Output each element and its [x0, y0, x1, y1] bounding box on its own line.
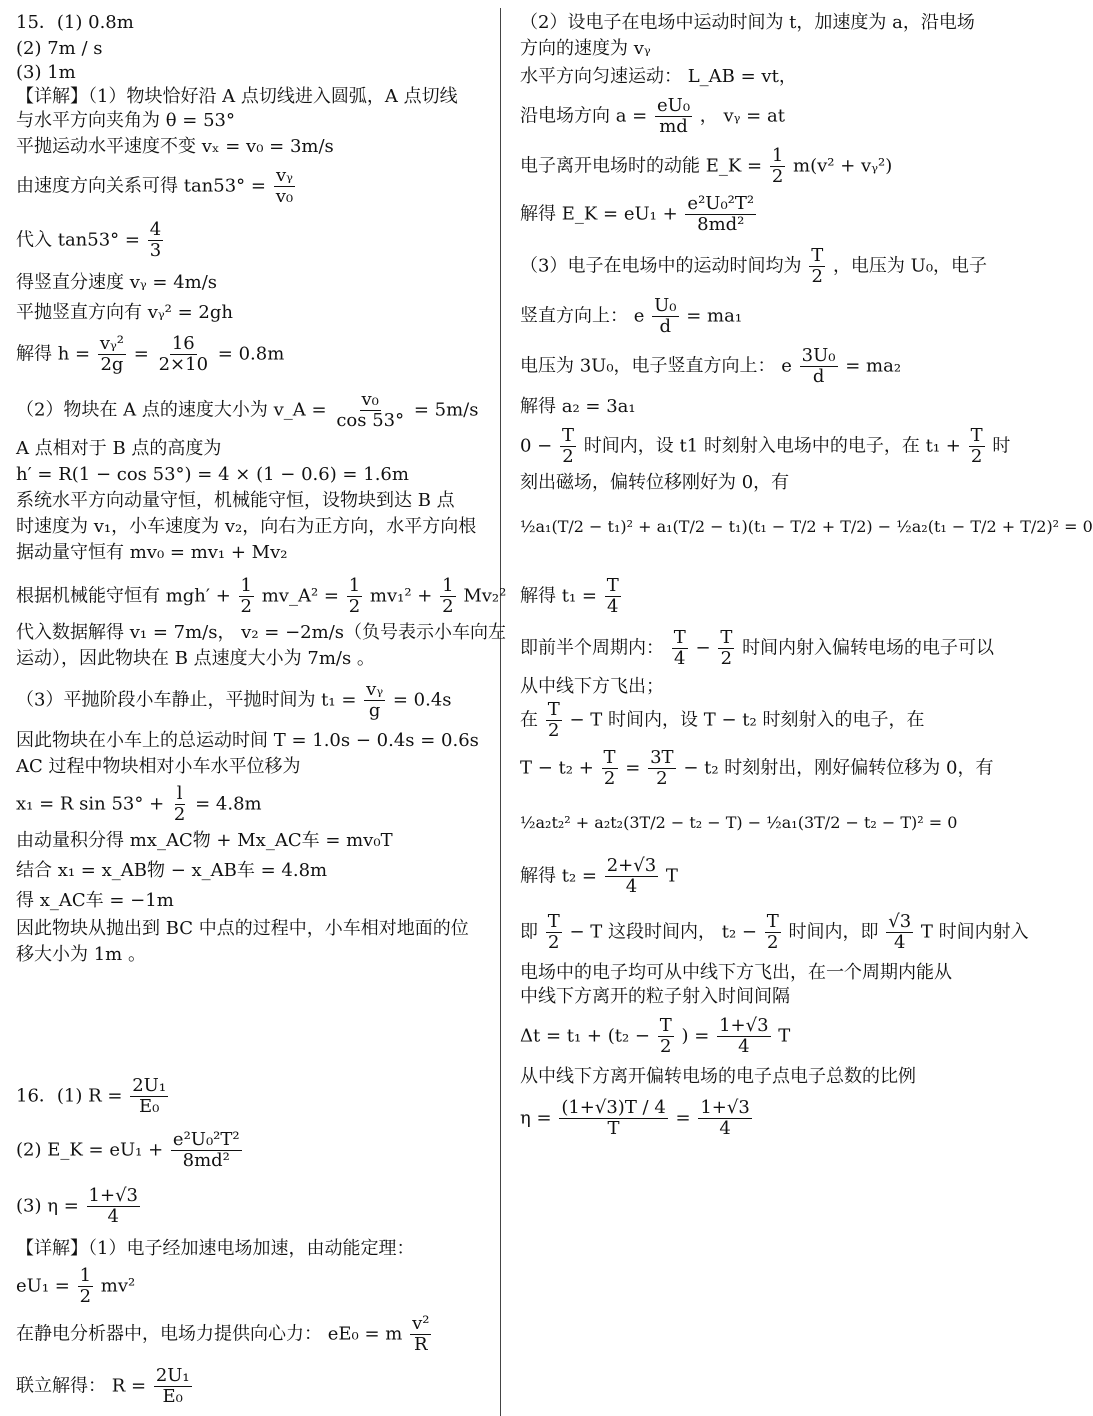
r-interval-1: 0 − $\frac{T}{2}$ 时间内，设 t1 时刻射入电场中的电子，在 t₁ + $\frac{T}{2}$ 时: [520, 425, 1011, 467]
r-line: 从中线下方飞出；: [520, 676, 664, 697]
r-exit-time: T − t₂ + $\frac{T}{2}$ = $\frac{3T}{2}$ − t₂ 时刻射出，刚好偏转位移为 0，有: [520, 747, 994, 789]
q15-line: 由动量积分得 mx_AC物 + Mx_AC车 = mv₀T: [16, 830, 393, 851]
r-line: 方向的速度为 vᵧ: [520, 38, 651, 59]
r-line: 中线下方离开的粒子射入时间间隔: [520, 986, 790, 1007]
q15-solve-h: 解得 h = $\frac{\text{vᵧ²}}{2g}$ = $\frac{16}{2\times 10}$ = 0.8m: [16, 333, 285, 375]
r-equation-2: ½a₂t₂² + a₂t₂(3T/2 − t₂ − T) − ½a₁(3T/2 − t₂ − T)² = 0: [520, 813, 958, 832]
r-line: 电场中的电子均可从中线下方飞出，在一个周期内能从: [520, 962, 952, 983]
q15-line: 平抛运动水平速度不变 vₓ = v₀ = 3m/s: [16, 136, 334, 157]
r-t1: 解得 t₁ = $\frac{T}{4}$: [520, 575, 619, 617]
q15-t1: （3）平抛阶段小车静止，平抛时间为 t₁ = $\frac{\text{vᵧ}}{g}$ = 0.4s: [16, 679, 452, 721]
q16-answer-3: (3) η = $\frac{1+√3}{4}$: [16, 1185, 139, 1227]
r-part3: （3）电子在电场中的运动时间均为 $\frac{T}{2}$ ，电压为 U₀，电子: [520, 245, 988, 287]
q16-solve-r: 联立解得： R = $\frac{\text{2U₁}}{\text{E₀}}$: [16, 1365, 190, 1407]
q16-heading: 16．(1) R = $\frac{\text{2U₁}}{\text{E₀}}$: [16, 1075, 167, 1117]
q15-line: 系统水平方向动量守恒，机械能守恒，设物块到达 B 点: [16, 490, 455, 511]
q15-detail-1: 【详解】（1）物块恰好沿 A 点切线进入圆弧，A 点切线: [16, 86, 458, 107]
q15-line: 结合 x₁ = x_AB物 − x_AB车 = 4.8m: [16, 860, 328, 881]
q15-va: （2）物块在 A 点的速度大小为 v_A = $\frac{\text{v₀}}{\cos 53^\circ}$ = 5m/s: [16, 389, 479, 431]
r-t2: 解得 t₂ = $\frac{2+√3}{4}$ T: [520, 855, 678, 897]
r-solve-ek: 解得 E_K = eU₁ + $\frac{\text{e²U₀²T²}}{\text{8md²}}$: [520, 193, 755, 235]
r-line: 水平方向匀速运动： L_AB = vt，: [520, 66, 797, 87]
q15-energy: 根据机械能守恒有 mgh′ + $\frac{1}{2}$ mv_A² = $\frac{1}{2}$ mv₁² + $\frac{1}{2}$ Mv₂²: [16, 575, 507, 617]
r-line: 刻出磁场，偏转位移刚好为 0，有: [520, 472, 790, 493]
q16-force: 在静电分析器中，电场力提供向心力： eE₀ = m $\frac{\text{v²}}{R}$: [16, 1313, 430, 1355]
q15-x1: x₁ = R sin 53° + $\frac{l}{2}$ = 4.8m: [16, 783, 262, 825]
q15-line: 运动），因此物块在 B 点速度大小为 7m/s 。: [16, 648, 375, 669]
q15-line: A 点相对于 B 点的高度为: [16, 438, 222, 459]
r-line: 从中线下方离开偏转电场的电子点电子总数的比例: [520, 1066, 916, 1087]
r-eta: η = $\frac{(1+√3)T / 4}{T}$ = $\frac{1+√3}{4}$: [520, 1097, 750, 1139]
q15-line: 代入数据解得 v₁ = 7m/s， v₂ = −2m/s（负号表示小车向左: [16, 622, 506, 643]
r-a1: 竖直方向上： e $\frac{\text{U₀}}{d}$ = ma₁: [520, 295, 743, 337]
column-divider: [500, 8, 501, 1416]
q15-line: h′ = R(1 − cos 53°) = 4 × (1 − 0.6) = 1.6m: [16, 464, 409, 485]
q16-energy: eU₁ = $\frac{1}{2}$ mv²: [16, 1265, 136, 1307]
q15-line: 因此物块从抛出到 BC 中点的过程中，小车相对地面的位: [16, 918, 469, 939]
q16-answer-2: (2) E_K = eU₁ + $\frac{\text{e²U₀²T²}}{\text{8md²}}$: [16, 1129, 240, 1171]
r-a2: 电压为 3U₀，电子竖直方向上： e $\frac{\text{3U₀}}{d}$ = ma₂: [520, 345, 902, 387]
r-ek: 电子离开电场时的动能 E_K = $\frac{1}{2}$ m(v² + vᵧ²): [520, 145, 893, 187]
q15-line: 得竖直分速度 vᵧ = 4m/s: [16, 272, 218, 293]
q15-tan-relation: 由速度方向关系可得 tan53° = $\frac{\text{vᵧ}}{\text{v₀}}$: [16, 165, 294, 207]
q15-line: 与水平方向夹角为 θ = 53°: [16, 110, 235, 131]
q15-line: AC 过程中物块相对小车水平位移为: [16, 756, 301, 777]
q15-tan-value: 代入 tan53° = $\frac{4}{3}$: [16, 219, 162, 261]
q15-line: 据动量守恒有 mv₀ = mv₁ + Mv₂: [16, 542, 288, 563]
q15-heading: 15．(1) 0.8m: [16, 12, 134, 33]
r-first-half: 即前半个周期内： $\frac{T}{4}$ − $\frac{T}{2}$ 时间内射入偏转电场的电子可以: [520, 627, 995, 669]
q15-line: 移大小为 1m 。: [16, 944, 146, 965]
r-interval-2: 在 $\frac{T}{2}$ − T 时间内，设 T − t₂ 时刻射入的电子，在: [520, 699, 925, 741]
r-delta-t: Δt = t₁ + (t₂ − $\frac{T}{2}$ ) = $\frac{1+√3}{4}$ T: [520, 1015, 791, 1057]
q15-line: 时速度为 v₁，小车速度为 v₂，向右为正方向，水平方向根: [16, 516, 477, 537]
r-equation-1: ½a₁(T/2 − t₁)² + a₁(T/2 − t₁)(t₁ − T/2 + T/2) − ½a₂(t₁ − T/2 + T/2)² = 0: [520, 517, 1093, 536]
r-line: （2）设电子在电场中运动时间为 t，加速度为 a，沿电场: [520, 12, 975, 33]
q15-line: 因此物块在小车上的总运动时间 T = 1.0s − 0.4s = 0.6s: [16, 730, 479, 751]
q15-answer-3: (3) 1m: [16, 62, 76, 83]
q15-line: 平抛竖直方向有 vᵧ² = 2gh: [16, 302, 233, 323]
q15-line: 得 x_AC车 = −1m: [16, 890, 174, 911]
q15-answer-2: (2) 7m / s: [16, 38, 103, 59]
r-interval-3: 即 $\frac{T}{2}$ − T 这段时间内， t₂ − $\frac{T}{2}$ 时间内，即 $\frac{√3}{4}$ T 时间内射入: [520, 911, 1029, 953]
r-accel: 沿电场方向 a = $\frac{\text{eU₀}}{md}$ ， vᵧ = at: [520, 95, 785, 137]
q16-detail-1: 【详解】（1）电子经加速电场加速，由动能定理：: [16, 1238, 415, 1259]
r-line: 解得 a₂ = 3a₁: [520, 396, 636, 417]
